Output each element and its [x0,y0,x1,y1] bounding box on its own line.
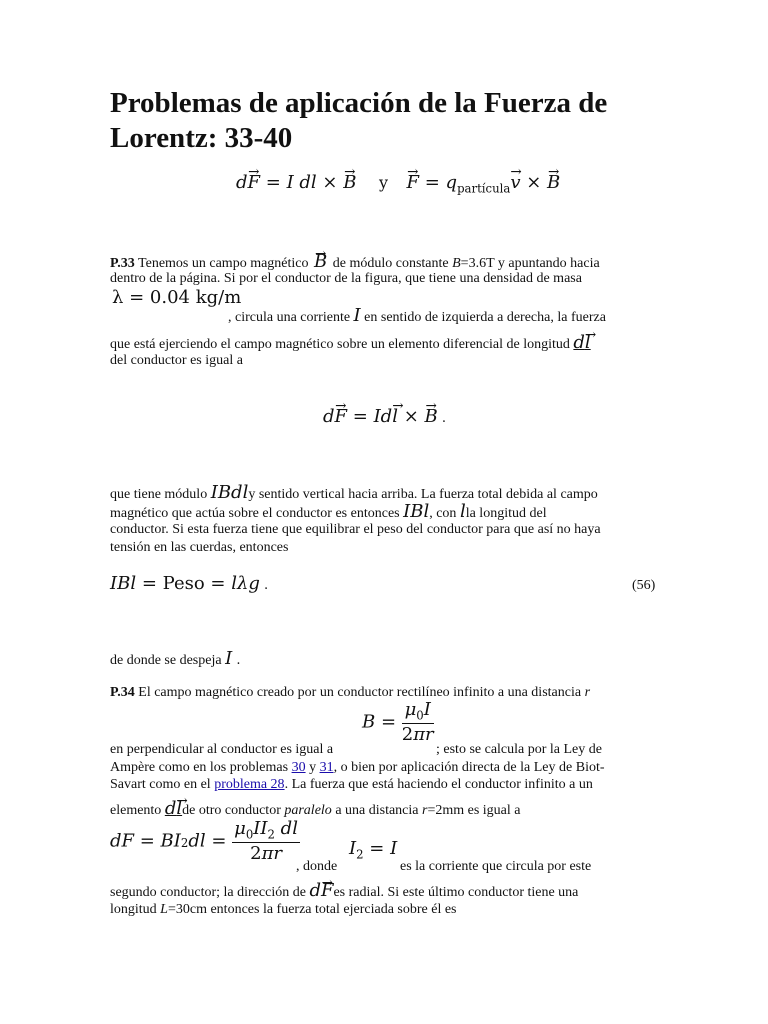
p33-lambda: λ = 0.04 kg/m [112,287,242,308]
p34-equation-field: B = $\frac{\mu_0I}{2\pi r}$ [362,699,434,745]
p34-line5: elemento dl →de otro conductor paralelo a una distancia r=2mm es igual a [110,800,521,820]
p33-text-3a: , circula una corriente [228,310,351,325]
p34-line7: segundo conductor; la dirección de dF →es radial. Si este último conductor tiene una [110,882,578,902]
header-equation: dF → = I dl × B → y F → = $q_{partícula}v$ → × B → [236,172,560,196]
p33-line3: , circula una corriente I en sentido de izquierda a derecha, la fuerza [228,305,606,326]
p33-line9: tensión en las cuerdas, entonces [110,540,289,555]
p34-line4 [110,776,593,794]
page-title-line1: Problemas de aplicación de la Fuerza de [110,87,608,119]
p34-text-1a: El campo magnético creado por un conductor rectilíneo infinito a una distancia [138,685,582,700]
p33-line5: del conductor es igual a [110,353,243,368]
p33-text-4: que está ejerciendo el campo magnético sobre un elemento diferencial de longitud [110,337,570,352]
p34-line2 [110,741,333,759]
p33-line6: que tiene módulo IBdly sentido vertical hacia arriba. La fuerza total debida al campo [110,482,598,503]
header-eq-sub: partícula [457,181,511,196]
p33-line10: de donde se despeja I . [110,648,241,669]
p34-text-2a: en perpendicular al conductor es igual a [110,742,334,757]
p34-text-5b: de otro conductor [182,803,281,818]
p34-text-4b: . La fuerza que está haciendo el conductor infinito a un [284,777,593,792]
p34-text-7a: segundo conductor; la dirección de [110,885,306,900]
p33-text-1c: =3.6T y apuntando hacia [460,256,600,271]
p34-text-4a: Savart como en el [110,777,211,792]
p34-text-8a: longitud [110,902,157,917]
p33-text-6a: que tiene módulo [110,487,208,502]
p33-equation-force: dF → = Idl → × B → . [323,406,446,427]
link-problem-30[interactable]: 30 [291,760,306,775]
p33-line8: conductor. Si esta fuerza tiene que equilibrar el peso del conductor para que así no haya [110,522,601,537]
p33-text-1b: de módulo constante [332,256,449,271]
page-title-line2: Lorentz: 33-40 [110,122,293,154]
p34-text-3a: Ampère como en los problemas [110,760,289,775]
p34-text-7b: es radial. Si este último conductor tiene una [333,885,579,900]
p34-line8: longitud L=30cm entonces la fuerza total ejerciada sobre él es [110,902,457,917]
p34-text-5d: =2mm es igual a [427,803,521,818]
p34-text-5a: elemento [110,803,162,818]
p34-text-5-italic: paralelo [284,803,332,818]
p33-text-6b: y sentido vertical hacia arriba. La fuerza total debida al campo [248,487,598,502]
p33-line7: magnético que actúa sobre el conductor es entonces IBl, con lla longitud del [110,501,547,522]
header-eq-y: y [378,173,388,192]
p34-line6a: , donde [296,859,338,874]
p34-line1: P.34 El campo magnético creado por un conductor rectilíneo infinito a una distancia r [110,685,591,700]
link-problem-31[interactable]: 31 [319,760,334,775]
p34-text-3b: y [309,760,317,775]
p33-label: P.33 [110,256,135,271]
p34-label: P.34 [110,685,135,700]
p33-equation-weight: IBl = Peso = lλg . [110,573,269,594]
equation-number: (56) [632,578,656,593]
p34-text-3c: , o bien por aplicación directa de la Ley de Biot- [333,760,605,775]
p33-line2: dentro de la página. Si por el conductor de la figura, que tiene una densidad de masa [110,271,582,286]
p33-text-7c: la longitud del [465,506,547,521]
p33-line1: P.33 Tenemos un campo magnético B → de módulo constante B=3.6T y apuntando hacia [110,253,600,273]
p33-text-7a: magnético que actúa sobre el conductor es entonces [110,506,400,521]
link-problem-28[interactable]: problema 28 [214,777,285,792]
p33-line4: que está ejerciendo el campo magnético sobre un elemento diferencial de longitud dl → [110,334,591,354]
p34-line2b: ; esto se calcula por la Ley de [436,742,602,757]
p33-text-10: de donde se despeja [110,653,222,668]
p33-text-1a: Tenemos un campo magnético [138,256,309,271]
p34-line6b: es la corriente que circula por este [400,859,592,874]
p34-equation-dF: dF = $BI_2dl$ = $\frac{\mu_0II_2 dl}{2\pi r}$ [110,818,298,864]
p34-text-8b: =30cm entonces la fuerza total ejerciada sobre él es [167,902,457,917]
p34-equation-I2: $I_2 = I$ [349,838,398,862]
p34-text-5c: a una distancia [335,803,419,818]
p33-text-3b: en sentido de izquierda a derecha, la fuerza [364,310,606,325]
p34-line3 [110,759,605,777]
p33-text-7b: , con [429,506,457,521]
